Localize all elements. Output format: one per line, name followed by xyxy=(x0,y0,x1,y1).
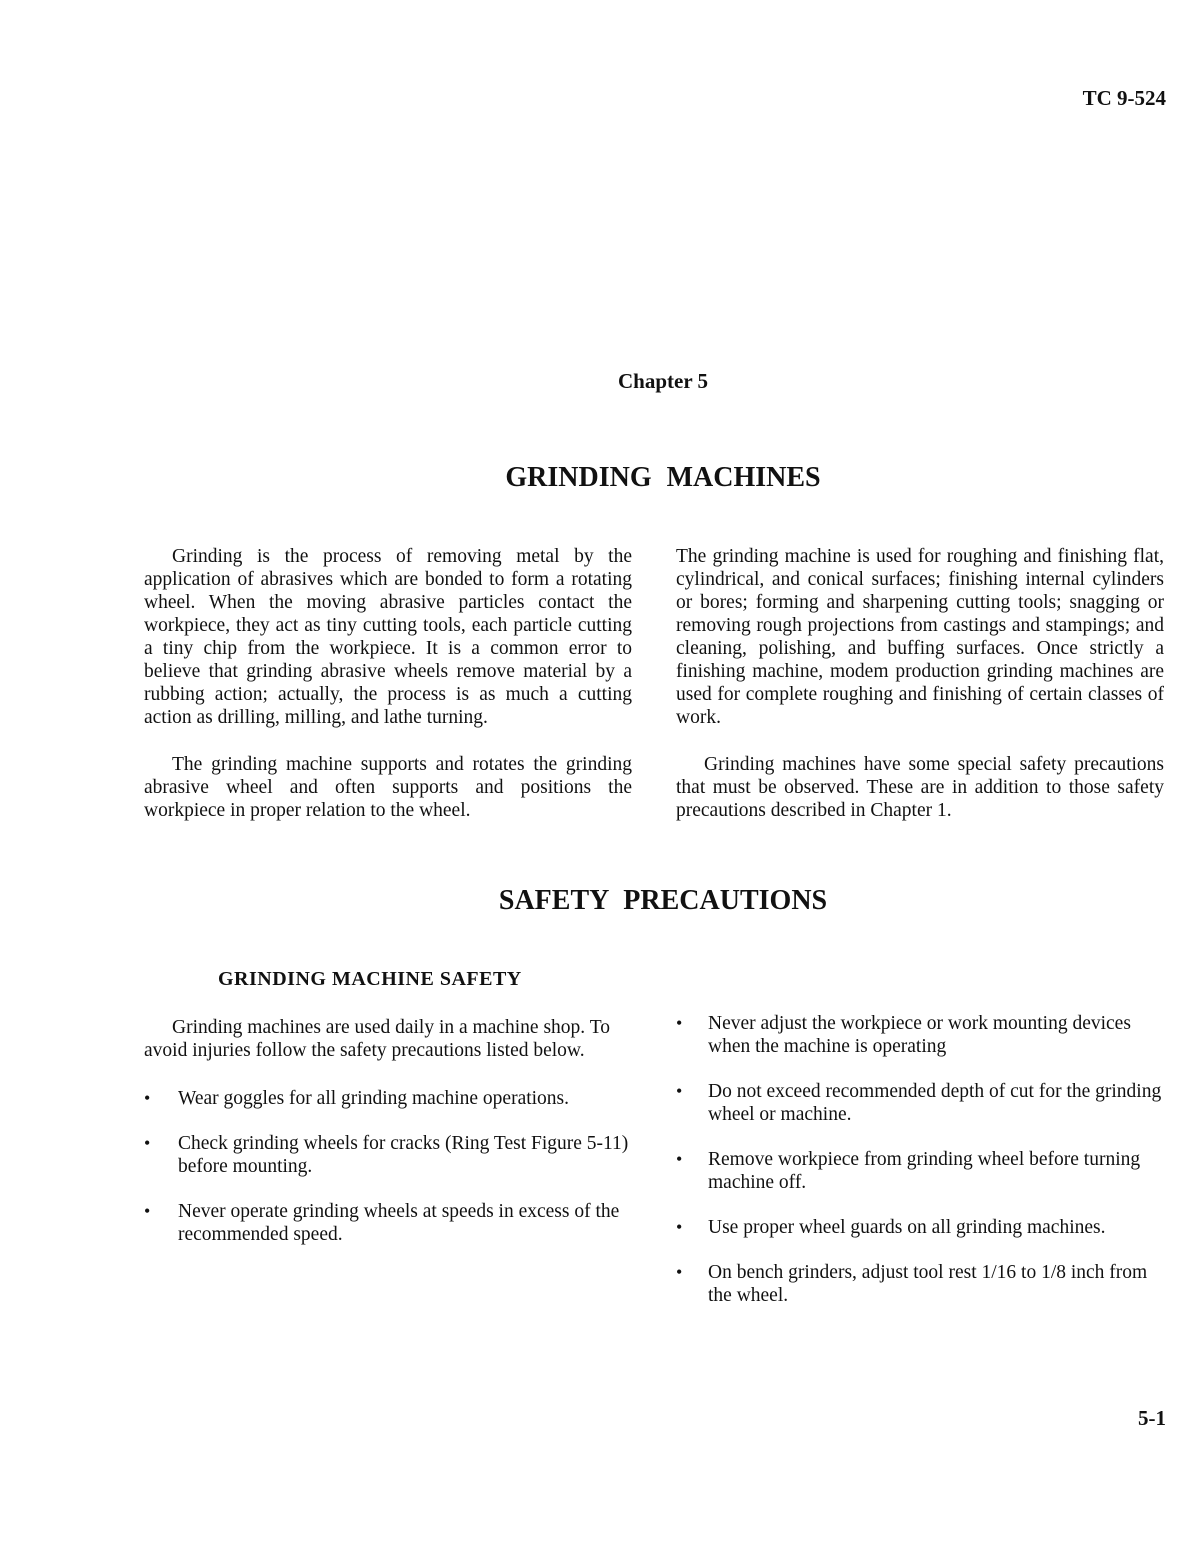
list-item xyxy=(676,1216,1166,1239)
list-item-text: Never operate grinding wheels at speeds in excess of the recommended speed. xyxy=(178,1201,620,1245)
chapter-label: Chapter 5 xyxy=(617,369,709,393)
bullet-icon: • xyxy=(144,1133,151,1153)
safety-bullet-list xyxy=(144,1087,632,1246)
list-item-text: Wear goggles for all grinding machine operations. xyxy=(178,1088,570,1109)
intro-right-column xyxy=(676,545,1164,822)
chapter-title: GRINDING MACHINES xyxy=(505,462,821,493)
list-item xyxy=(144,1200,632,1246)
list-item-text: Do not exceed recommended depth of cut for the grinding wheel or machine. xyxy=(708,1081,1162,1125)
intro-paragraph: The grinding machine supports and rotates the grinding abrasive wheel and often supports and positions the workpiece in proper relation to the wheel. xyxy=(144,754,632,821)
safety-right-column xyxy=(676,1012,1166,1307)
page-number: 5-1 xyxy=(1138,1406,1166,1430)
bullet-icon: • xyxy=(676,1013,683,1033)
bullet-icon: • xyxy=(144,1201,151,1221)
list-item xyxy=(144,1087,632,1110)
section-title: SAFETY PRECAUTIONS xyxy=(498,885,828,916)
intro-paragraph: Grinding is the process of removing metal by the application of abrasives which are bonded to form a rotating wheel. When the moving abrasive particles contact the workpiece, they act as tiny cutting tools, each particle cutting a tiny chip from the workpiece. It is a common error to believe that grinding abrasive wheels remove material by a rubbing action; actually, the process is as much a cutting action as drilling, milling, and lathe turning. xyxy=(144,546,632,728)
list-item xyxy=(676,1080,1166,1126)
list-item-text: Never adjust the workpiece or work mounting devices when the machine is operating xyxy=(708,1013,1131,1057)
safety-left-column xyxy=(144,1016,632,1246)
list-item-text: Remove workpiece from grinding wheel before turning machine off. xyxy=(708,1149,1141,1193)
intro-paragraph: Grinding machines have some special safety precautions that must be observed. These are in addition to those safety precautions described in Chapter 1. xyxy=(676,754,1164,821)
safety-bullet-list xyxy=(676,1012,1166,1307)
list-item xyxy=(144,1132,632,1178)
bullet-icon: • xyxy=(676,1149,683,1169)
list-item xyxy=(676,1012,1166,1058)
document-id: TC 9-524 xyxy=(1082,86,1166,110)
bullet-icon: • xyxy=(144,1088,151,1108)
bullet-icon: • xyxy=(676,1217,683,1237)
safety-intro-paragraph: Grinding machines are used daily in a machine shop. To avoid injuries follow the safety precautions listed below. xyxy=(144,1017,610,1061)
intro-left-column xyxy=(144,545,632,822)
bullet-icon: • xyxy=(676,1081,683,1101)
list-item xyxy=(676,1261,1166,1307)
list-item-text: Use proper wheel guards on all grinding machines. xyxy=(708,1217,1106,1238)
list-item xyxy=(676,1148,1166,1194)
subsection-title: GRINDING MACHINE SAFETY xyxy=(218,968,522,990)
intro-paragraph: The grinding machine is used for roughing and finishing flat, cylindrical, and conical surfaces; finishing internal cylinders or bores; forming and sharpening cutting tools; snagging or removing rough projections from castings and stampings; and cleaning, polishing, and buffing surfaces. Once strictly a finishing machine, modem production grinding machines are used for complete roughing and finishing of certain classes of work. xyxy=(676,546,1164,728)
list-item-text: Check grinding wheels for cracks (Ring Test Figure 5-11) before mounting. xyxy=(178,1133,629,1177)
bullet-icon: • xyxy=(676,1262,683,1282)
list-item-text: On bench grinders, adjust tool rest 1/16 to 1/8 inch from the wheel. xyxy=(708,1262,1148,1306)
